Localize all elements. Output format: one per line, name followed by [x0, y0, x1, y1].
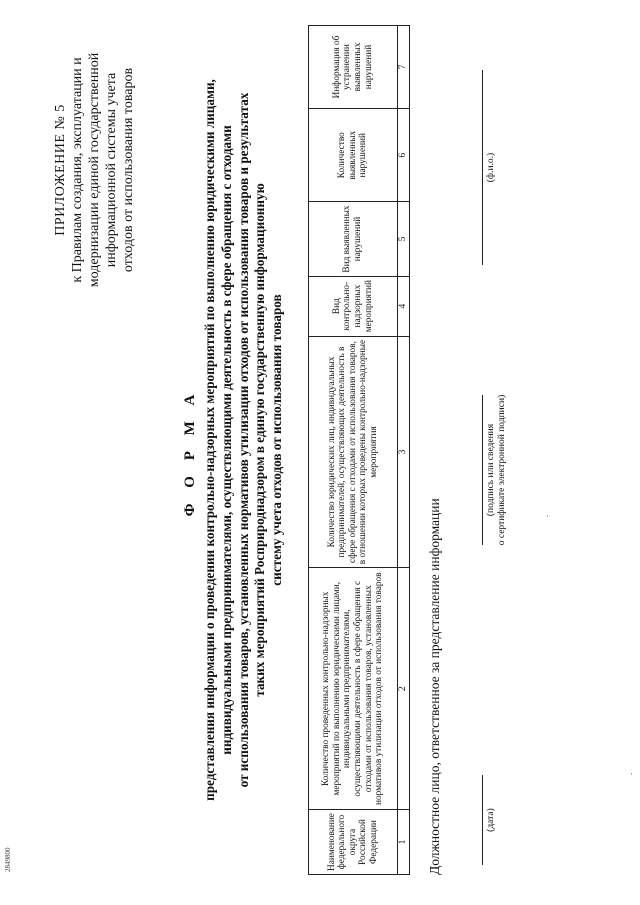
annex-line: модернизации единой государственной — [87, 52, 102, 288]
header-cell: Вид контрольно-надзорных мероприятий — [309, 276, 398, 336]
stray-mark: . — [624, 772, 634, 775]
title-line: индивидуальными предпринимателями, осуществляющими деятельность в сфере обращения с отходами — [218, 125, 234, 755]
table-header-row — [309, 26, 398, 875]
column-number: 3 — [398, 336, 410, 568]
annex-block — [52, 40, 137, 300]
stray-mark: . — [540, 514, 550, 517]
column-number: 4 — [398, 276, 410, 336]
title-line: таких мероприятий Росприроднадзором в единую государственную информационную — [252, 183, 268, 697]
header-cell: Количество выявленных нарушений — [309, 109, 398, 202]
annex-heading: ПРИЛОЖЕНИЕ № 5 — [53, 104, 68, 236]
annex-line: отходов от использования товаров — [121, 67, 136, 273]
document-code: 2849800 — [4, 847, 12, 872]
date-caption: (дата) — [486, 808, 496, 832]
title-line: представления информации о проведении контрольно-надзорных мероприятий по выполнению юридическими лицами, — [202, 79, 217, 801]
annex-line: к Правилам создания, эксплуатации и — [70, 57, 85, 283]
form-word: Ф О Р М А — [182, 388, 198, 517]
header-cell: Количество юридических лиц, индивидуальных предпринимателей, осуществляющих деятельность в сфере обращения с отходами от использования товаров, в отношении которых проведены контрольно-надзорные мероприятия — [309, 336, 398, 568]
title-line: систему учета отходов от использования товаров — [269, 294, 285, 586]
column-number: 2 — [398, 568, 410, 810]
annex-line: информационной системы учета — [104, 72, 119, 268]
header-cell: Наименование федерального округа Российской Федерации — [309, 810, 398, 875]
column-number: 5 — [398, 202, 410, 276]
table-number-row — [398, 26, 410, 875]
header-cell: Вид выявленных нарушений — [309, 202, 398, 276]
header-cell: Информация об устранении выявленных нарушений — [309, 26, 398, 109]
title-line: от использования товаров, установленных нормативов утилизации отходов от использования товаров и результатах — [235, 92, 251, 788]
signature-label: Должностное лицо, ответственное за представление информации — [427, 498, 442, 875]
header-cell: Количество проведенных контрольно-надзорных мероприятий по выполнению юридическими лицами, индивидуальными предпринимателями, осуществляющими деятельность в сфере обращения с отходами от использования товаров, установленных нормативов утилизации отходов от использования товаров — [309, 568, 398, 810]
name-line — [482, 70, 483, 265]
form-title — [202, 30, 286, 850]
signature-caption — [486, 375, 508, 565]
signature-line — [482, 395, 483, 545]
signature-caption-line: о сертификате электронной подписи) — [497, 394, 507, 546]
report-table — [308, 25, 410, 875]
name-caption: (ф.и.о.) — [486, 152, 496, 183]
column-number: 7 — [398, 26, 410, 109]
column-number: 6 — [398, 109, 410, 202]
date-line — [482, 775, 483, 865]
column-number: 1 — [398, 810, 410, 875]
signature-caption-line: (подпись или сведения — [486, 423, 496, 517]
